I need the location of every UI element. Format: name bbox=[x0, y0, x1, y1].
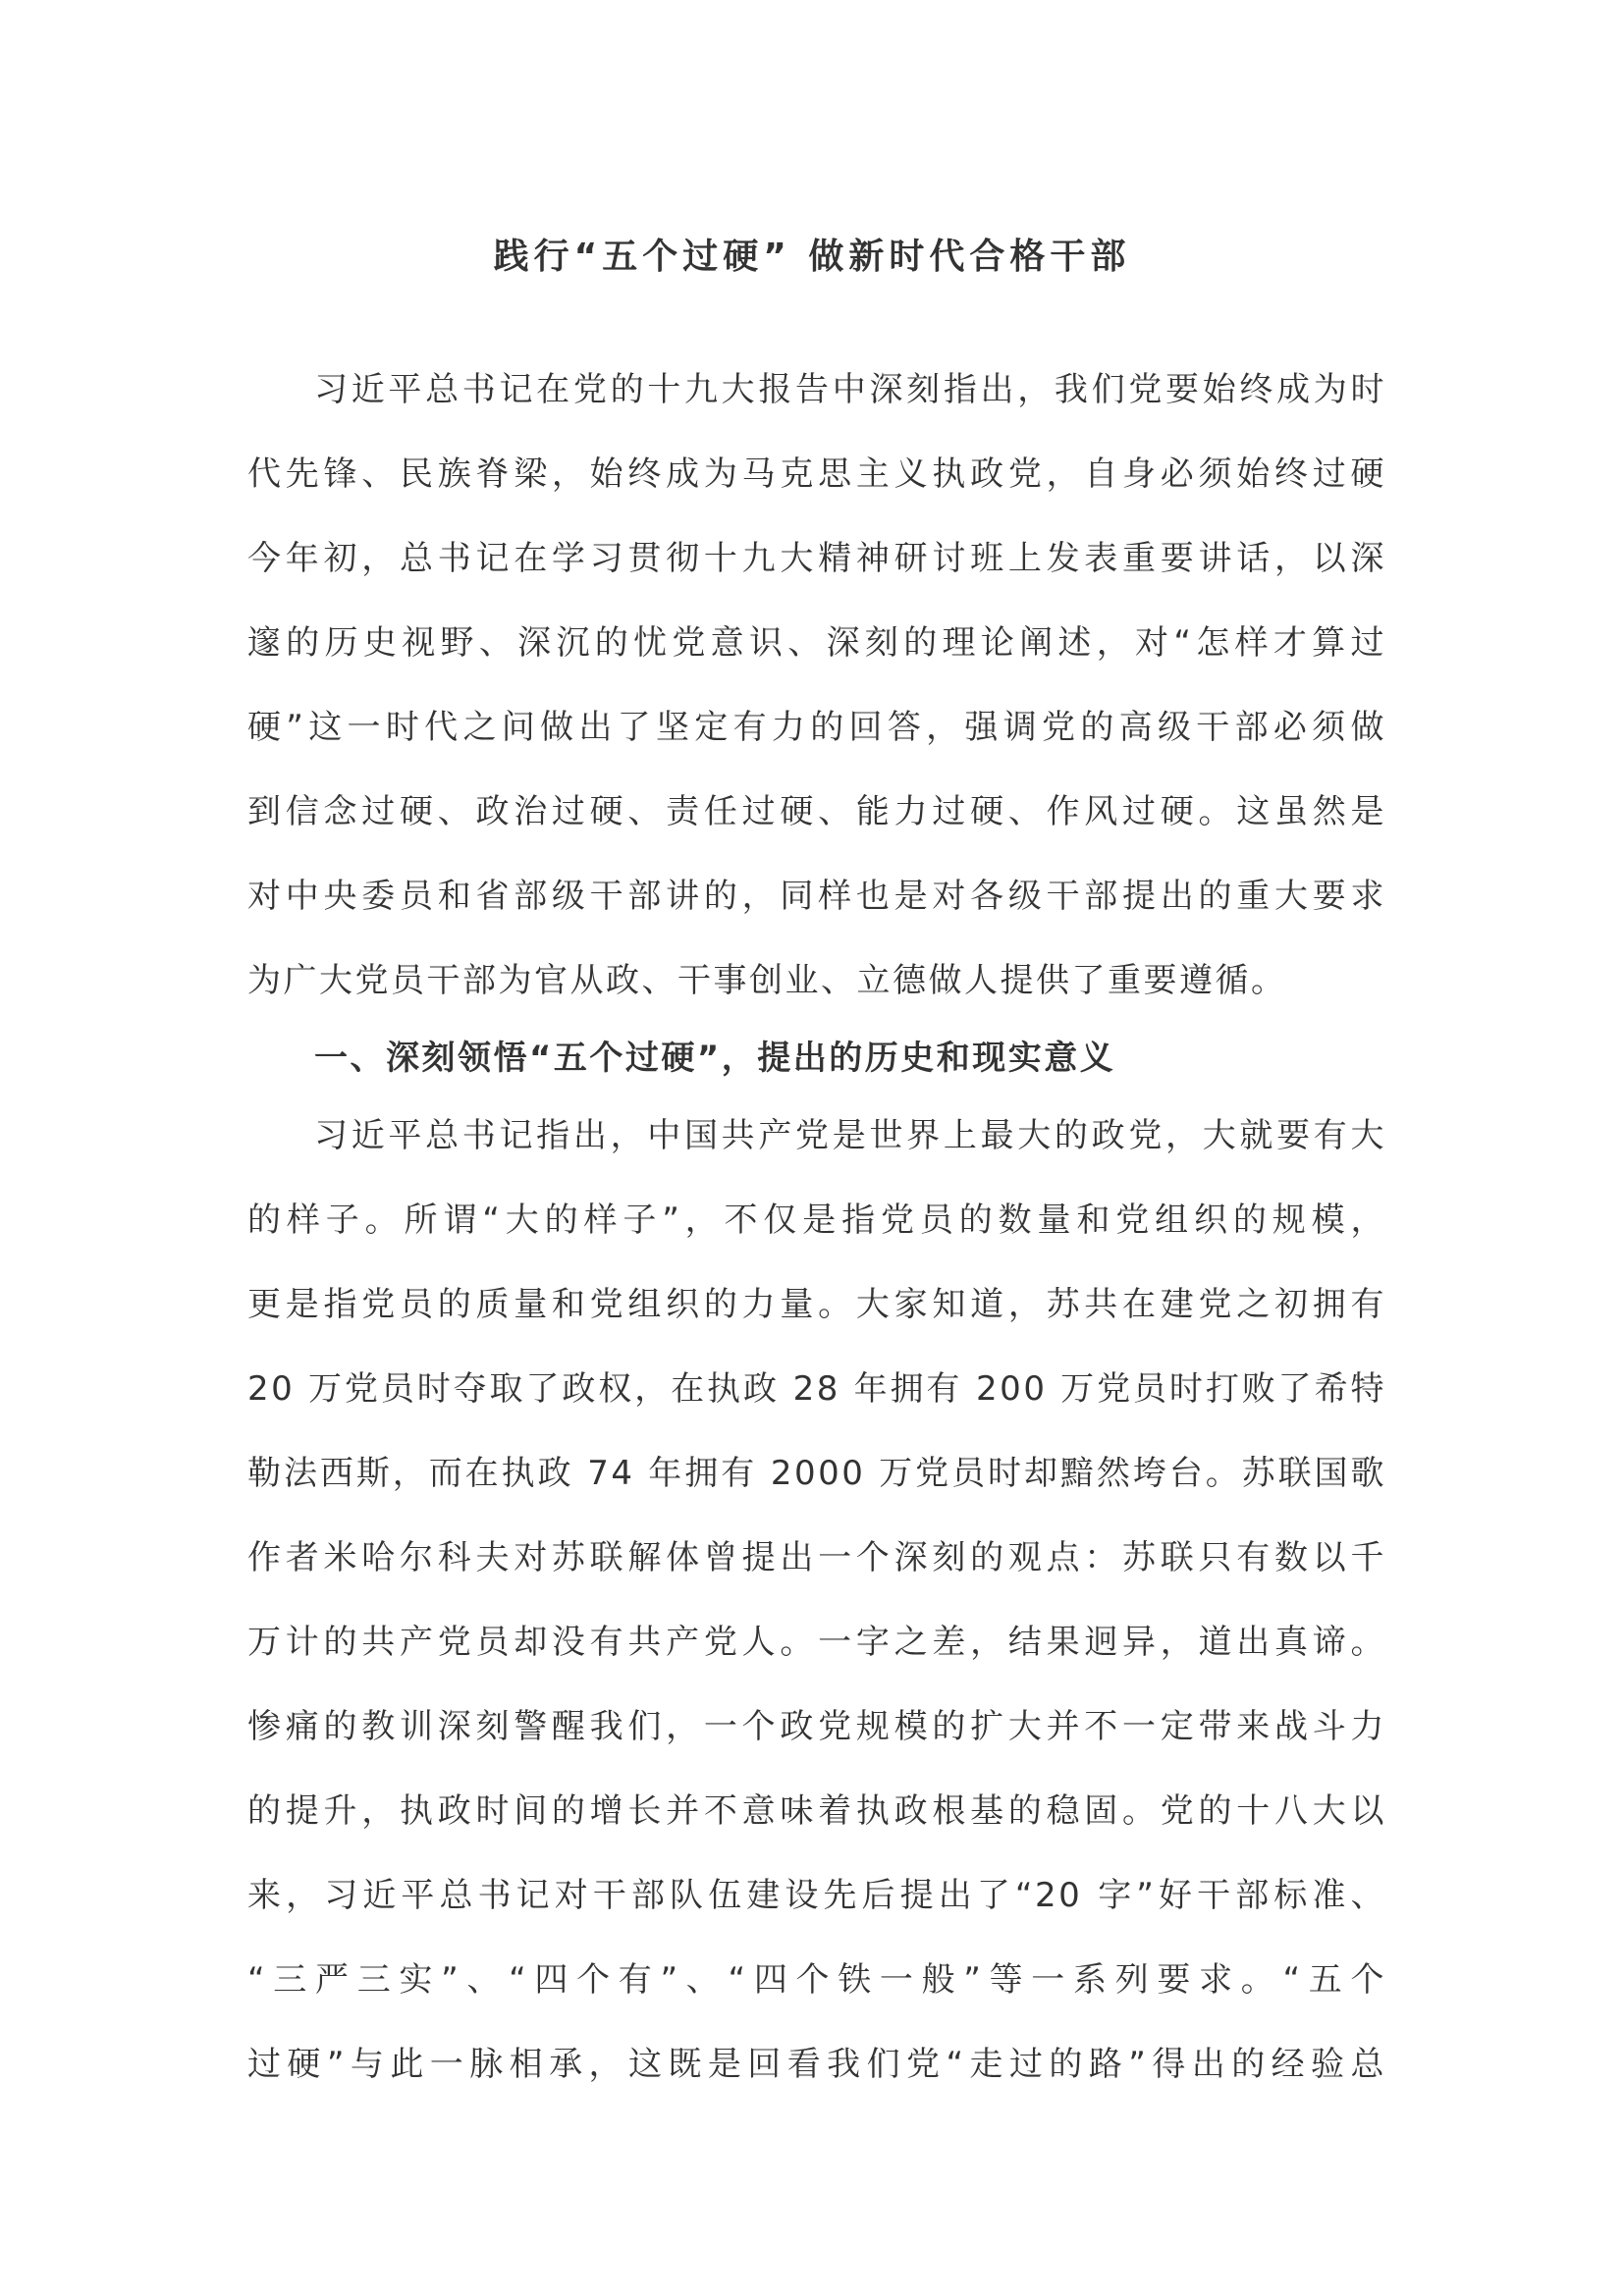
paragraph-line: 到信念过硬、政治过硬、责任过硬、能力过硬、作风过硬。这虽然是 bbox=[247, 792, 1386, 831]
paragraph-line: 来，习近平总书记对干部队伍建设先后提出了“20 字”好干部标准、 bbox=[247, 1876, 1386, 1915]
paragraph-line: 邃的历史视野、深沉的忧党意识、深刻的理论阐述，对“怎样才算过 bbox=[247, 623, 1386, 663]
paragraph-line: 硬”这一时代之问做出了坚定有力的回答，强调党的高级干部必须做 bbox=[247, 708, 1386, 747]
paragraph-line: 万计的共产党员却没有共产党人。一字之差，结果迥异，道出真谛。 bbox=[247, 1623, 1386, 1662]
paragraph-line: 惨痛的教训深刻警醒我们，一个政党规模的扩大并不一定带来战斗力 bbox=[247, 1707, 1386, 1746]
paragraph-line: 为广大党员干部为官从政、干事创业、立德做人提供了重要遵循。 bbox=[247, 961, 1287, 1000]
paragraph-line: 习近平总书记在党的十九大报告中深刻指出，我们党要始终成为时 bbox=[314, 370, 1386, 409]
paragraph-2 bbox=[247, 1094, 1386, 2107]
paragraph-line: 的样子。所谓“大的样子”，不仅是指党员的数量和党组织的规模， bbox=[247, 1201, 1386, 1240]
paragraph-line: 习近平总书记指出，中国共产党是世界上最大的政党，大就要有大 bbox=[314, 1116, 1386, 1155]
paragraph-line: 代先锋、民族脊梁，始终成为马克思主义执政党，自身必须始终过硬 bbox=[247, 454, 1386, 494]
paragraph-line: 20 万党员时夺取了政权，在执政 28 年拥有 200 万党员时打败了希特 bbox=[247, 1369, 1386, 1409]
document-body bbox=[247, 347, 1386, 2107]
paragraph-line: “三严三实”、“四个有”、“四个铁一般”等一系列要求。“五个 bbox=[247, 1960, 1386, 2000]
paragraph-line: 勒法西斯，而在执政 74 年拥有 2000 万党员时却黯然垮台。苏联国歌 bbox=[247, 1454, 1386, 1493]
paragraph-line: 过硬”与此一脉相承，这既是回看我们党“走过的路”得出的经验总 bbox=[247, 2045, 1386, 2084]
paragraph-line: 作者米哈尔科夫对苏联解体曾提出一个深刻的观点：苏联只有数以千 bbox=[247, 1538, 1386, 1577]
document-title: 践行“五个过硬” 做新时代合格干部 bbox=[493, 237, 1131, 277]
paragraph-line: 对中央委员和省部级干部讲的，同样也是对各级干部提出的重大要求 bbox=[247, 877, 1386, 916]
paragraph-1 bbox=[247, 347, 1386, 1023]
paragraph-line: 的提升，执政时间的增长并不意味着执政根基的稳固。党的十八大以 bbox=[247, 1791, 1386, 1831]
section-heading: 一、深刻领悟“五个过硬”，提出的历史和现实意义 bbox=[314, 1039, 1116, 1078]
paragraph-line: 今年初，总书记在学习贯彻十九大精神研讨班上发表重要讲话，以深 bbox=[247, 539, 1386, 578]
paragraph-line: 更是指党员的质量和党组织的力量。大家知道，苏共在建党之初拥有 bbox=[247, 1285, 1386, 1324]
